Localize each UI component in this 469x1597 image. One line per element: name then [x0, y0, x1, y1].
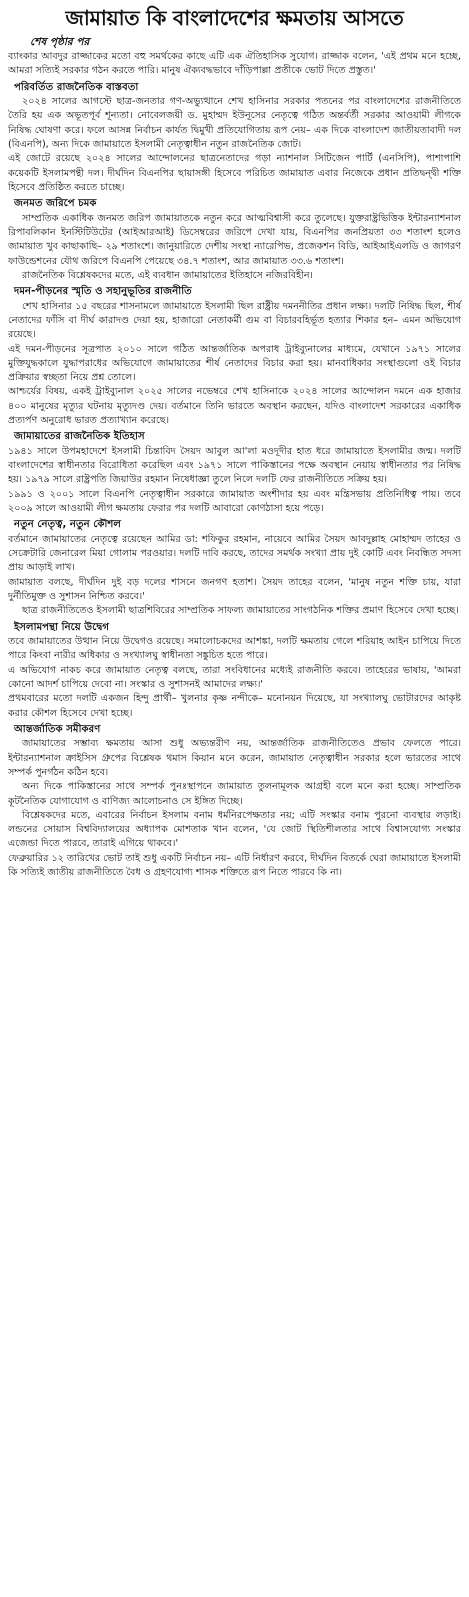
section-political-history: [8, 430, 461, 516]
paragraph: শেখ হাসিনার ১৫ বছরের শাসনামলে জামায়াতে ইসলামী ছিল রাষ্ট্রীয় দমননীতির প্রধান লক্ষ্য। দলটি নিষিদ্ধ ছিল, শীর্ষ নেতাদের ফাঁসি বা দীর্ঘ কারাদণ্ড দেয়া হয়, হাজারো নেতাকর্মী গুম বা বিচারবহির্ভূত হত্যার শিকার হন– এমন অভিযোগ রয়েছে।: [8, 300, 461, 341]
paragraph: জামায়াত বলছে, দীর্ঘদিন দুই বড় দলের শাসনে জনগণ হতাশ। সৈয়দ তাহের বলেন, 'মানুষ নতুন শক্তি চায়, যারা দুর্নীতিমুক্ত ও সুশাসন নিশ্চিত করবে।': [8, 576, 461, 602]
section-heading: জামায়াতের রাজনৈতিক ইতিহাস: [14, 431, 145, 443]
article-headline: জামায়াত কি বাংলাদেশের ক্ষমতায় আসতে: [65, 6, 404, 30]
paragraph: ফেব্রুয়ারির ১২ তারিখের ভোট তাই শুধু একটি নির্বাচন নয়– এটি নির্ধারণ করবে, দীর্ঘদিন বিতর্কে ঘেরা জামায়াতে ইসলামী কি সত্যিই জাতীয় রাজনীতিতে বৈধ ও গ্রহণযোগ্য শাসক শক্তিতে রূপ নিতে পারবে কি না।: [8, 852, 461, 879]
paragraph: ২০২৪ সালের আগস্টে ছাত্র-জনতার গণ-অভ্যুত্থানে শেখ হাসিনার সরকার পতনের পর বাংলাদেশের রাজনীতিতে তৈরি হয় এক অভূতপূর্ব শূন্যতা। নোবেলজয়ী ড. মুহাম্মদ ইউনূসের নেতৃত্বে গঠিত অন্তর্বর্তী সরকার আওয়ামী লীগকে নিষিদ্ধ ঘোষণা করে। ফলে আসন্ন নির্বাচন কার্যত দ্বিমুখী প্রতিযোগিতায় রূপ নেয়– এক দিকে বাংলাদেশ জাতীয়তাবাদী দল (বিএনপি), অন্য দিকে জামায়াতে ইসলামী নেতৃত্বাধীন নতুন রাজনৈতিক জোট।: [8, 96, 461, 150]
section-opinion-polls: [8, 197, 461, 283]
paragraph: অন্য দিকে পাকিস্তানের সাথে সম্পর্ক পুনঃস্থাপনে জামায়াত তুলনামূলক আগ্রহী বলে মনে করা হচ্ছে। সাম্প্রতিক কূটনৈতিক যোগাযোগ ও বাণিজ্য আলোচনাও সে ইঙ্গিত দিচ্ছে।: [8, 781, 461, 807]
section-islamism-concerns: [8, 621, 461, 721]
paragraph: তবে জামায়াতের উত্থান নিয়ে উদ্বেগও রয়েছে। সমালোচকদের আশঙ্কা, দলটি ক্ষমতায় গেলে শরিয়াহ আইন চাপিয়ে দিতে পারে কিংবা নারীর অধিকার ও সংখ্যালঘু স্বাধীনতা সঙ্কুচিত হতে পারে।: [8, 636, 461, 662]
paragraph: এই জোটে রয়েছে ২০২৪ সালের আন্দোলনের ছাত্রনেতাদের গড়া ন্যাশনাল সিটিজেন পার্টি (এনসিপি), পাশাপাশি কয়েকটি ইসলামপন্থী দল। দীর্ঘদিন বিএনপির ছায়াসঙ্গী হিসেবে পরিচিত জামায়াত এবার নিজেকে প্রধান প্রতিদ্বন্দ্বী শক্তি হিসেবে প্রতিষ্ঠিত করতে চাচ্ছে।: [8, 153, 461, 193]
continued-from-label: শেষ পৃষ্ঠার পর: [30, 36, 90, 48]
paragraph: বিশ্লেষকদের মতে, এবারের নির্বাচন ইসলাম বনাম ধর্মনিরপেক্ষতার নয়; এটি সংস্কার বনাম পুরনো ব্যবস্থার লড়াই। লন্ডনের সোয়াস বিশ্ববিদ্যালয়ের অধ্যাপক মোশতাক খান বলেন, 'যে জোট স্থিতিশীলতার সাথে বিশ্বাসযোগ্য সংস্কার এজেন্ডা দিতে পারবে, তারাই এগিয়ে থাকবে।': [8, 809, 461, 850]
intro-paragraph: ব্যাংকার আবদুর রাজ্জাকের মতো বহু সমর্থকের কাছে এটি এক ঐতিহাসিক সুযোগ। রাজ্জাক বলেন, 'এই প্রথম মনে হচ্ছে, আমরা সত্যিই সরকার গঠন করতে পারি। মানুষ ঐক্যবদ্ধভাবে দাঁড়িপাল্লা প্রতীকে ভোট দিতে প্রস্তুত।': [8, 51, 461, 77]
paragraph: ছাত্র রাজনীতিতেও ইসলামী ছাত্রশিবিরের সাম্প্রতিক সাফল্য জামায়াতের সাংগঠনিক শক্তির প্রমাণ হিসেবে দেখা হচ্ছে।: [22, 605, 459, 617]
section-heading: আন্তর্জাতিক সমীকরণ: [14, 723, 101, 735]
section-heading: দমন-পীড়নের স্মৃতি ও সহানুভূতির রাজনীতি: [14, 286, 192, 298]
section-heading: ইসলামপন্থা নিয়ে উদ্বেগ: [14, 621, 110, 633]
paragraph: রাজনৈতিক বিশ্লেষকদের মতে, এই ব্যবধান জামায়াতের ইতিহাসে নজিরবিহীন।: [22, 269, 313, 281]
section-heading: জনমত জরিপে চমক: [14, 198, 97, 210]
section-political-reality: [8, 81, 461, 196]
paragraph: জামায়াতের সম্ভাব্য ক্ষমতায় আসা শুধু অভ্যন্তরীণ নয়, আন্তর্জাতিক রাজনীতিতেও প্রভাব ফেলতে পারে। ইন্টারন্যাশনাল ক্রাইসিস গ্রুপের বিশ্লেষক থমাস কিয়ান মনে করেন, জামায়াত নেতৃত্বাধীন সরকার হলে ভারতের সাথে সম্পর্ক পুনর্গঠন কঠিন হবে।: [8, 738, 461, 778]
paragraph: ১৯৪১ সালে উপমহাদেশে ইসলামী চিন্তাবিদ সৈয়দ আবুল আ'লা মওদূদীর হাত ধরে জামায়াতে ইসলামীর জন্ম। দলটি বাংলাদেশের স্বাধীনতার বিরোধিতা করেছিল এবং ১৯৭১ সালে পাকিস্তানের পক্ষে অবস্থান নেয়ায় স্বাধীনতার পর নিষিদ্ধ হয়। ১৯৭৯ সালে রাষ্ট্রপতি জিয়াউর রহমান নিষেধাজ্ঞা তুলে নিলে দলটি ফের রাজনীতিতে সক্রিয় হয়।: [8, 445, 461, 486]
section-heading: নতুন নেতৃত্ব, নতুন কৌশল: [14, 519, 122, 531]
paragraph: প্রথমবারের মতো দলটি একজন হিন্দু প্রার্থী– খুলনার কৃষ্ণ নন্দীকে– মনোনয়ন দিয়েছে, যা সংখ্যালঘু ভোটারদের আকৃষ্ট করার কৌশল হিসেবে দেখা হচ্ছে।: [8, 693, 461, 719]
paragraph: বর্তমানে জামায়াতের নেতৃত্বে রয়েছেন আমির ডা: শফিকুর রহমান, নায়েবে আমির সৈয়দ আবদুল্লাহ মোহাম্মদ তাহের ও সেক্রেটারি জেনারেল মিয়া গোলাম পরওয়ার। দলটি দাবি করছে, তাদের সমর্থক সংখ্যা প্রায় দুই কোটি এবং নিবন্ধিত সদস্য প্রায় আড়াই লাখ।: [8, 533, 461, 574]
paragraph: আশ্চর্যের বিষয়, একই ট্রাইব্যুনাল ২০২৫ সালের নভেম্বরে শেখ হাসিনাকে ২০২৪ সালের আন্দোলন দমনে এক হাজার ৪০০ মানুষের মৃত্যুর ঘটনায় মৃত্যুদণ্ড দেয়। বর্তমানে তিনি ভারতে অবস্থান করছেন, যদিও বাংলাদেশ সরকারের একাধিক প্রত্যর্পণ অনুরোধ ভারত প্রত্যাখ্যান করেছে।: [8, 386, 461, 427]
paragraph: ১৯৯১ ও ২০০১ সালে বিএনপি নেতৃত্বাধীন সরকারে জামায়াত অংশীদার হয় এবং মন্ত্রিসভায় প্রতিনিধিত্ব পায়। তবে ২০০৯ সালে আওয়ামী লীগ ক্ষমতায় ফেরার পর দলটি আবারো কোণঠাসা হয়ে পড়ে।: [8, 488, 461, 515]
paragraph: এ অভিযোগ নাকচ করে জামায়াত নেতৃত্ব বলছে, তারা সংবিধানের মধ্যেই রাজনীতি করবে। তাহেরের ভাষায়, 'আমরা কোনো আদর্শ চাপিয়ে দেবো না। সংস্কার ও সুশাসনই আমাদের লক্ষ্য।': [8, 664, 461, 690]
section-repression-memory: [8, 285, 461, 428]
section-new-leadership: [8, 518, 461, 618]
section-international-equation: [8, 723, 461, 880]
paragraph: সাম্প্রতিক একাধিক জনমত জরিপ জামায়াতকে নতুন করে আত্মবিশ্বাসী করে তুলেছে। যুক্তরাষ্ট্রভিত্তিক ইন্টারন্যাশনাল রিপাবলিকান ইনস্টিটিউটের (আইআরআই) ডিসেম্বরের জরিপে দেখা যায়, বিএনপির জনপ্রিয়তা ৩৩ শতাংশ হলেও জামায়াত খুব কাছাকাছি– ২৯ শতাংশে। জানুয়ারিতে দেশীয় সংস্থা ন্যারেপিভ, প্রজেকশন বিডি, আইআইএলডি ও জাগরণ ফাউন্ডেশনের যৌথ জরিপে বিএনপি পেয়েছে ৩৪.৭ শতাংশ, আর জামায়াত ৩৩.৬ শতাংশ।: [8, 212, 461, 267]
section-heading: পরিবর্তিত রাজনৈতিক বাস্তবতা: [14, 81, 139, 93]
paragraph: এই দমন-পীড়নের সূত্রপাত ২০১০ সালে গঠিত আন্তর্জাতিক অপরাধ ট্রাইব্যুনালের মাধ্যমে, যেখানে ১৯৭১ সালের মুক্তিযুদ্ধকালে যুদ্ধাপরাধের অভিযোগে জামায়াতের শীর্ষ নেতাদের বিচার করা হয়। মানবাধিকার সংস্থাগুলো ওই বিচার প্রক্রিয়ার স্বচ্ছতা নিয়ে প্রশ্ন তোলে।: [8, 343, 461, 384]
